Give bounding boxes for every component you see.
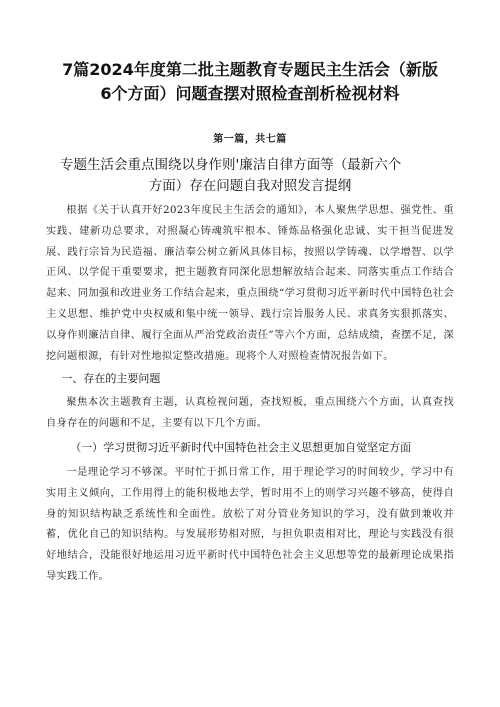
intro-paragraph: 根据《关于认真开好2023年度民主生活会的通知》，本人聚焦学思想、强党性、重实践、建新功总要求，对照凝心铸魂筑牢根本、锤炼品格强化忠诚、实干担当促进发展、践行宗旨为民造福、廉洁奉公树立新风具体目标，按照以学铸魂、以学增智、以学正风、以学促干重要要求，把主题教育同深化思想解放结合起来、同落实重点工作结合起来、同加强和改进业务工作结合起来，重点围绕“学习贯彻习近平新时代中国特色社会主义思想、维护党中央权威和集中统一领导、践行宗旨服务人民、求真务实狠抓落实、以身作则廉洁自律、履行全面从严治党政治责任”等六个方面，总结成绩，查摆不足，深挖问题根源，有针对性地拟定整改措施。现将个人对照检查情况报告如下。	[46, 205, 454, 362]
document-title: 7篇2024年度第二批主题教育专题民主生活会（新版6个方面）问题查摆对照检查剖析检视材料	[62, 60, 438, 103]
section-intro-paragraph: 聚焦本次主题教育主题，认真检视问题，查找短板，重点围绕六个方面，认真查找自身存在的问题和不足，主要有以下几个方面。	[46, 397, 454, 430]
section-subtitle	[46, 155, 454, 197]
theory-study-paragraph: 一是理论学习不够深。平时忙于抓日常工作，用于理论学习的时间较少，学习中有实用主义倾向，工作用得上的能积极地去学，暂时用不上的则学习兴趣不够高，使得自身的知识结构缺乏系统性和全面性。放松了对分管业务知识的学习，没有做到兼收并蓄，优化自己的知识结构。与发展形势相对照，与担负职责相对比，理论与实践没有很好地结合，没能很好地运用习近平新时代中国特色社会主义思想等党的最新理论成果指导实践工作。	[46, 466, 454, 582]
section-heading-main-problems: 一、存在的主要问题	[61, 372, 161, 386]
subtitle-line-1: 专题生活会重点围绕以身作则'廉洁自律方面等（最新六个	[60, 157, 402, 173]
subtitle-line-2: 方面）存在问题自我对照发言提纲	[148, 178, 352, 194]
part-label: 第一篇，共七篇	[213, 134, 287, 145]
subsection-heading-theory-study: （一）学习贯彻习近平新时代中国特色社会主义思想更加自觉坚定方面	[70, 440, 412, 454]
